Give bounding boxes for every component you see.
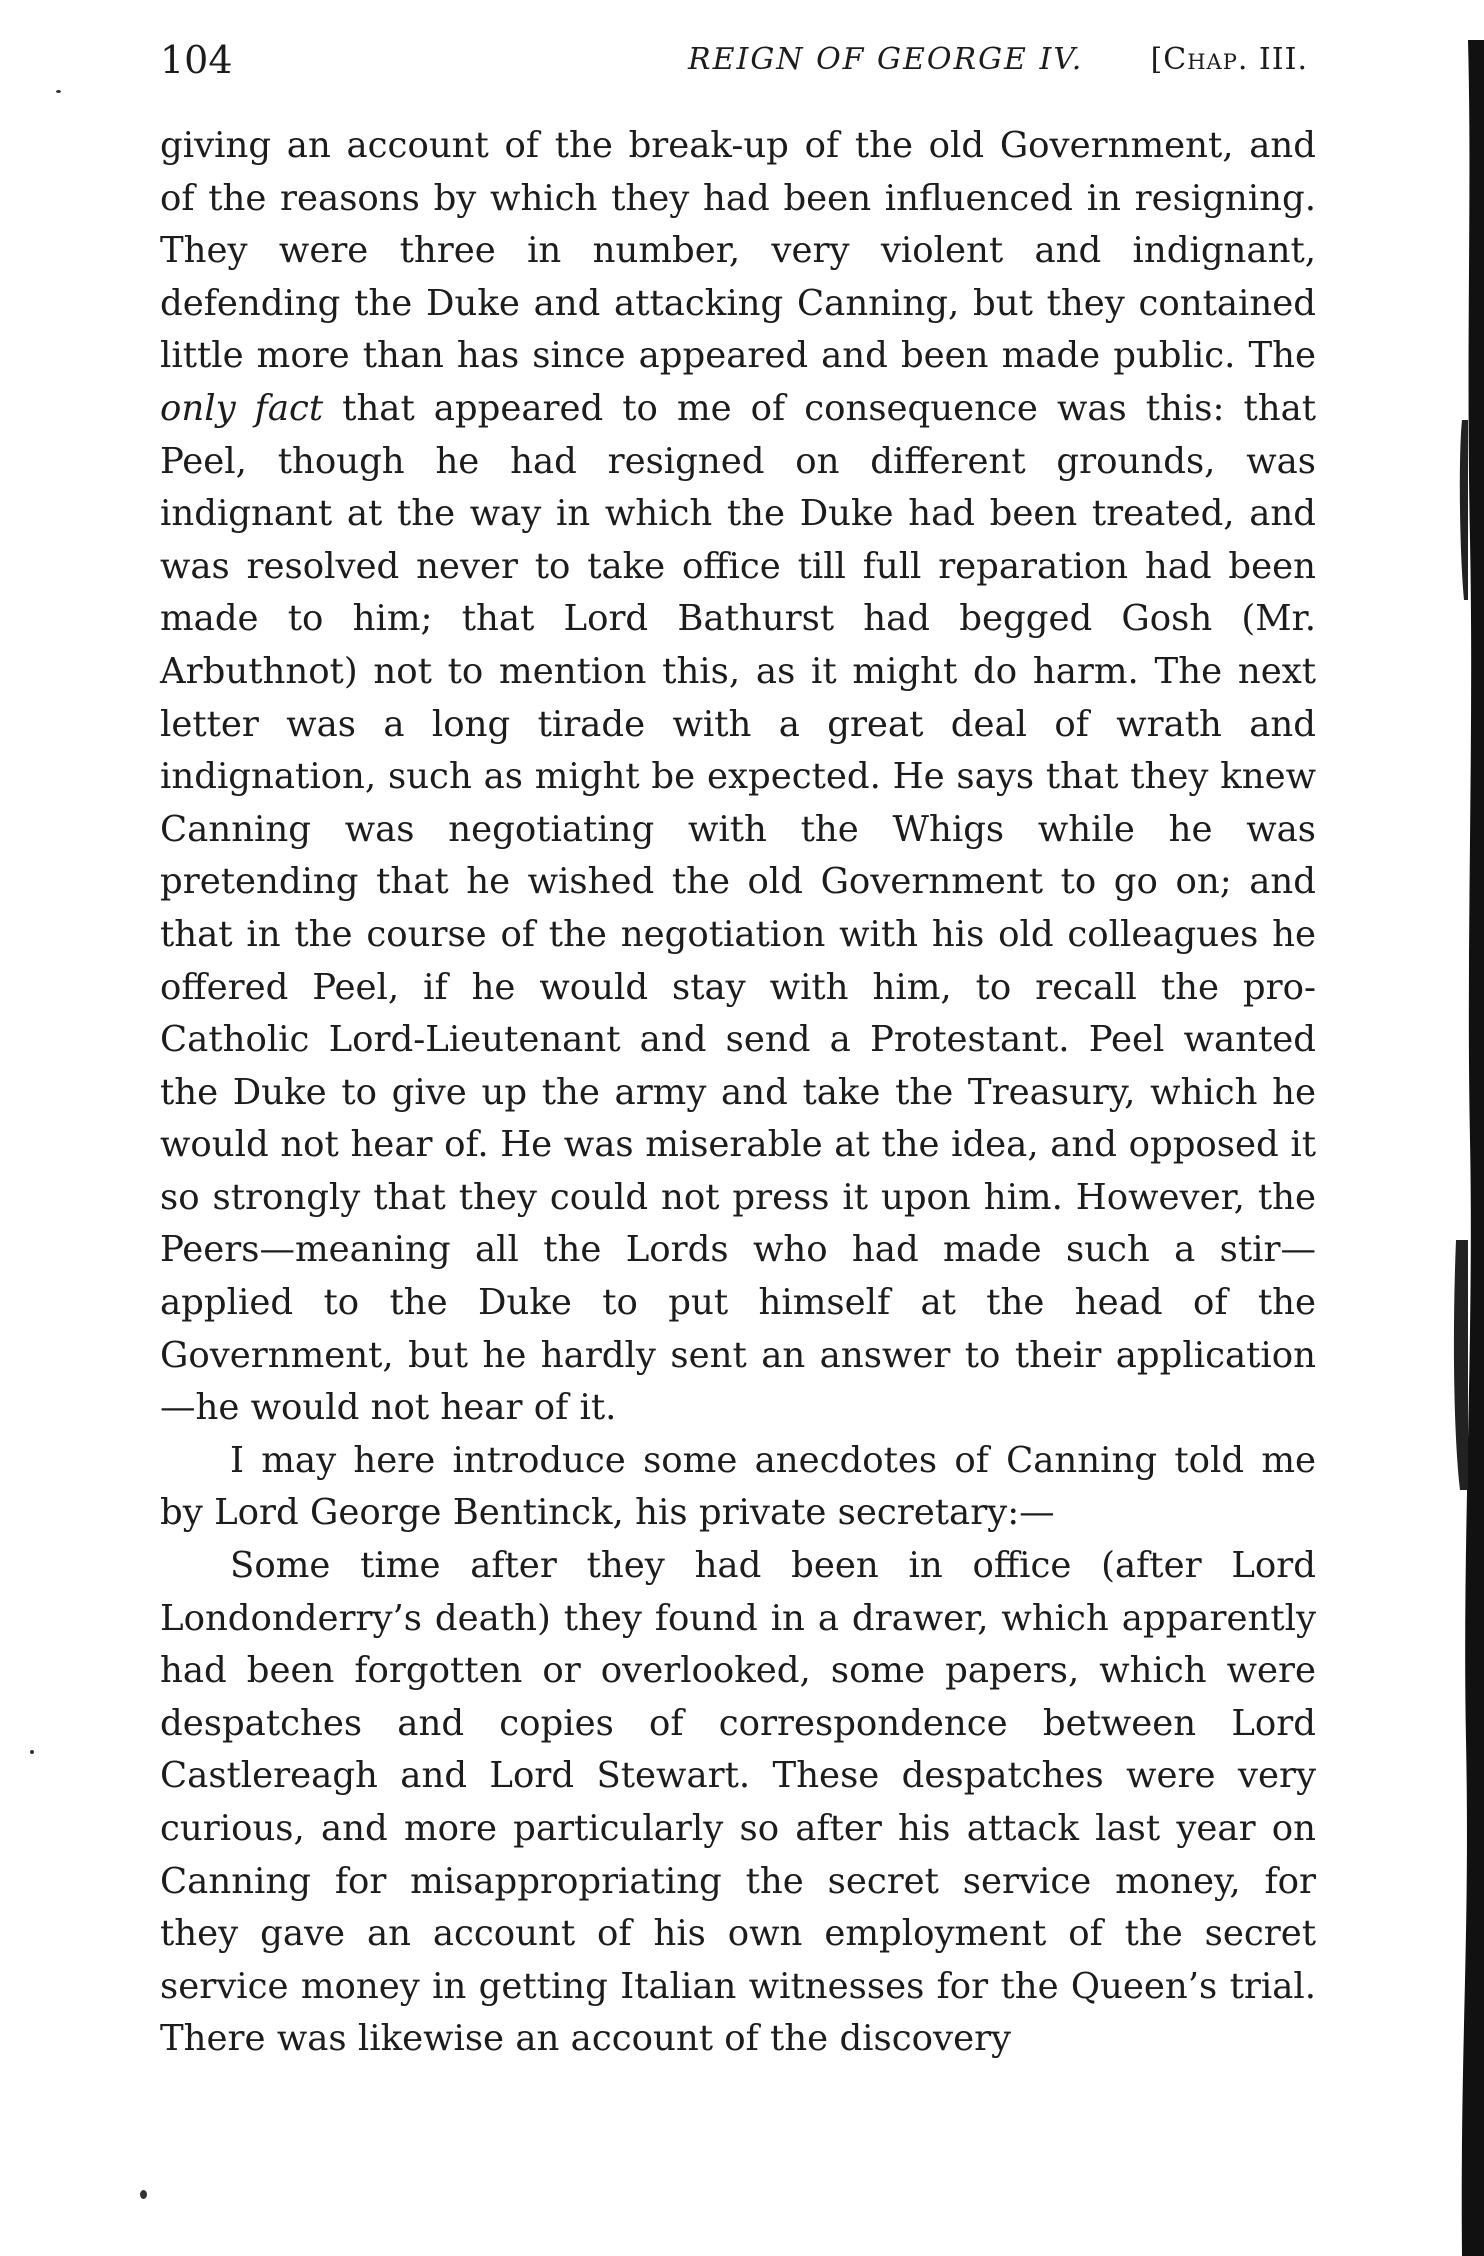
running-title: REIGN OF GEORGE IV. [688, 42, 1084, 77]
paragraph-3: Some time after they had been in office (after Lord Londonderry’s death) they found in a drawer, which apparently had been forgotten or overlooked, some papers, which were despatches and copies of correspondence between Lord Castlereagh and Lord Stewart. These despatches were very curious, and more particularly so after his attack last year on Canning for misappropriating the secret service money, for they gave an account of his own employment of the secret service money in getting Italian witnesses for the Queen’s trial. There was likewise an account of the discovery [160, 1545, 1316, 2060]
stray-mark [140, 2190, 147, 2199]
paragraph-2: I may here introduce some anecdotes of Canning told me by Lord George Bentinck, his private secretary:— [160, 1439, 1316, 1534]
binding-shadow [1448, 40, 1484, 2256]
paragraph-1-emphasis: only fact [160, 387, 324, 429]
paragraph-1-text-b: that appeared to me of consequence was this: that Peel, though he had resigned on different grounds, was indignant at the way in which the Duke had been treated, and was resolved never to take office till full reparation had been made to him; that Lord Bathurst had begged Gosh (Mr. Arbuthnot) not to mention this, as it might do harm. The next letter was a long tirade with a great deal of wrath and indignation, such as might be expected. He says that they knew Canning was negotiating with the Whigs while he was pretending that he wished the old Government to go on; and that in the course of the negotiation with his old colleagues he offered Peel, if he would stay with him, to recall the pro-Catholic Lord-Lieutenant and send a Protestant. Peel wanted the Duke to give up the army and take the Treasury, which he would not hear of. He was miserable at the idea, and opposed it so strongly that they could not press it upon him. However, the Peers—meaning all the Lords who had made such a stir—applied to the Duke to put himself at the head of the Government, but he hardly sent an answer to their application—he would not hear of it. [160, 387, 1316, 1429]
stray-mark [30, 1750, 34, 1754]
chapter-reference: [Chap. III. [1150, 42, 1308, 77]
body-text [160, 120, 1316, 2066]
paragraph-1-text-a: giving an account of the break-up of the old Government, and of the reasons by which they had been influenced in resigning. They were three in number, very violent and indignant, defending the Duke and attacking Canning, but they contained little more than has since appeared and been made public. The [160, 125, 1316, 377]
page-number: 104 [160, 38, 233, 82]
stray-mark [56, 90, 61, 93]
binding-shadow-graphic [1448, 40, 1484, 2256]
running-header [160, 38, 1308, 88]
paragraph-1 [160, 120, 1316, 1435]
